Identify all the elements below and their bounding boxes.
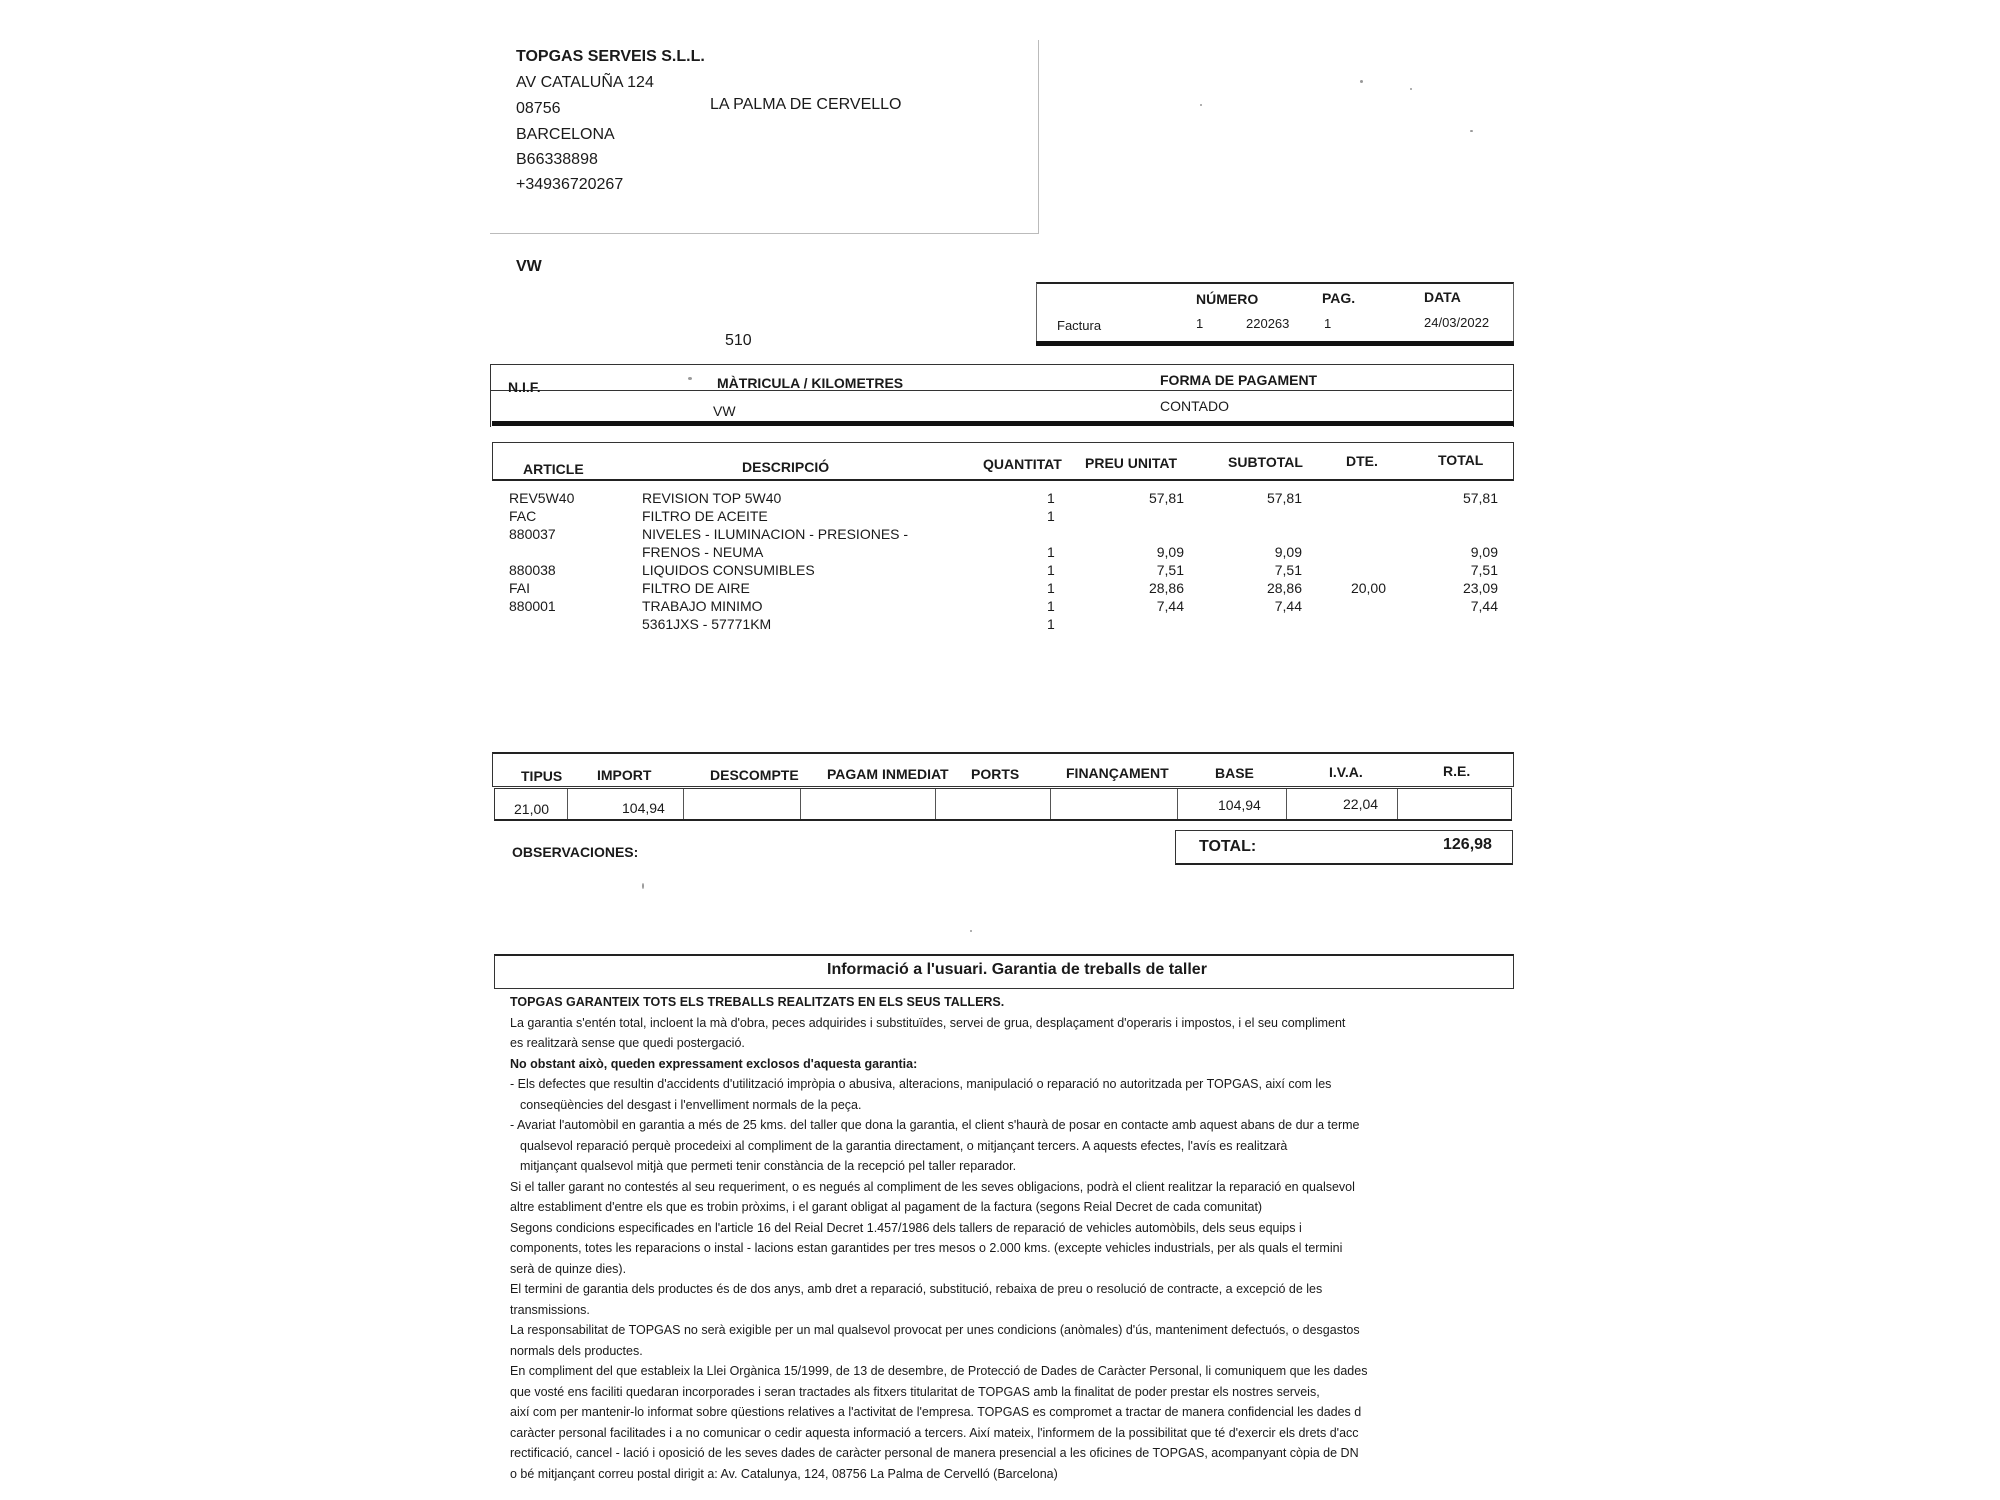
guarantee-line: - Els defectes que resultin d'accidents d'utilització impròpia o abusiva, alteracions, manipulació o reparació no autoritzada per TOPGAS, així com les bbox=[510, 1077, 1332, 1091]
company-phone: +34936720267 bbox=[516, 176, 624, 193]
guarantee-line: Si el taller garant no contestés al seu requeriment, o es negués al compliment de les seves obligacions, podrà el client realitzar la reparació en qualsevol bbox=[510, 1179, 1355, 1194]
invoice-page-header: PAG. bbox=[1322, 290, 1356, 306]
company-province: BARCELONA bbox=[516, 126, 615, 143]
invoice-series: 1 bbox=[1196, 316, 1204, 331]
invoice-number-header: NÚMERO bbox=[1196, 291, 1259, 307]
cell-unit-price: 57,81 bbox=[1148, 490, 1184, 506]
cell-description: NIVELES - ILUMINACION - PRESIONES - bbox=[642, 526, 909, 542]
cell-article: FAI bbox=[509, 580, 531, 596]
cell-subtotal: 28,86 bbox=[1266, 580, 1302, 596]
grand-total-label: TOTAL: bbox=[1199, 838, 1257, 855]
table-row bbox=[0, 526, 2000, 544]
col-base: BASE bbox=[1215, 765, 1254, 781]
totals-amount-value: 104,94 bbox=[622, 800, 665, 816]
guarantee-line: serà de quinze dies). bbox=[510, 1261, 627, 1276]
invoice-number: 220263 bbox=[1246, 316, 1290, 331]
divider bbox=[492, 421, 1514, 426]
divider bbox=[1036, 341, 1514, 346]
cell-description: FRENOS - NEUMA bbox=[642, 544, 764, 560]
plate-label: MÀTRICULA / KILOMETRES bbox=[717, 375, 904, 391]
cell-quantity: 1 bbox=[1047, 616, 1055, 632]
scan-speck bbox=[642, 883, 644, 889]
invoice-type: Factura bbox=[1057, 318, 1102, 333]
divider bbox=[1050, 789, 1051, 819]
col-amount: IMPORT bbox=[597, 767, 652, 783]
guarantee-text bbox=[510, 992, 1520, 1484]
cell-total: 7,44 bbox=[1470, 598, 1498, 614]
totals-vat-value: 22,04 bbox=[1343, 796, 1379, 812]
scan-speck bbox=[970, 930, 972, 932]
cell-subtotal: 7,51 bbox=[1274, 562, 1302, 578]
guarantee-line: conseqüències del desgast i l'envelliment normals de la peça. bbox=[520, 1097, 862, 1112]
cell-quantity: 1 bbox=[1047, 508, 1055, 524]
table-row bbox=[0, 490, 2000, 508]
guarantee-line: normals dels productes. bbox=[510, 1343, 643, 1358]
col-discount: DTE. bbox=[1346, 453, 1378, 469]
observations-label: OBSERVACIONES: bbox=[512, 844, 639, 860]
cell-quantity: 1 bbox=[1047, 544, 1055, 560]
grand-total-value: 126,98 bbox=[1443, 836, 1492, 853]
col-description: DESCRIPCIÓ bbox=[742, 459, 830, 475]
guarantee-line: que vosté ens faciliti quedaran incorporades i seran tractades als fitxers titularitat de TOPGAS amb la finalitat de poder prestar els nostres serveis, bbox=[510, 1384, 1320, 1399]
totals-type-value: 21,00 bbox=[514, 801, 550, 817]
scan-speck bbox=[1200, 104, 1202, 106]
cell-article: 880037 bbox=[509, 526, 556, 542]
cell-description: LIQUIDOS CONSUMIBLES bbox=[642, 562, 815, 578]
payment-value: CONTADO bbox=[1160, 398, 1229, 414]
divider bbox=[1286, 789, 1287, 819]
table-row bbox=[0, 580, 2000, 598]
plate-value: VW bbox=[713, 403, 736, 419]
cell-total: 57,81 bbox=[1462, 490, 1498, 506]
cell-description: FILTRO DE ACEITE bbox=[642, 508, 768, 524]
cell-unit-price: 9,09 bbox=[1156, 544, 1184, 560]
table-row bbox=[0, 616, 2000, 634]
col-shipping: PORTS bbox=[971, 766, 1020, 782]
cell-description: REVISION TOP 5W40 bbox=[642, 490, 782, 506]
cell-unit-price: 28,86 bbox=[1148, 580, 1184, 596]
cell-total: 7,51 bbox=[1470, 562, 1498, 578]
cell-discount: 20,00 bbox=[1350, 580, 1386, 596]
guarantee-line: - Avariat l'automòbil en garantia a més de 25 kms. del taller que dona la garantia, el client s'haurà de posar en contacte amb aquest abans de dur a terme bbox=[510, 1118, 1360, 1132]
cell-total: 23,09 bbox=[1462, 580, 1498, 596]
divider bbox=[1397, 789, 1398, 819]
col-unit-price: PREU UNITAT bbox=[1085, 455, 1178, 471]
guarantee-line: En compliment del que estableix la Llei Orgànica 15/1999, de 13 de desembre, de Protecció de Dades de Caràcter Personal, li comuniquem que les dades bbox=[510, 1364, 1368, 1378]
divider bbox=[1177, 789, 1178, 819]
cell-unit-price: 7,44 bbox=[1156, 598, 1184, 614]
cell-quantity: 1 bbox=[1047, 490, 1055, 506]
col-vat: I.V.A. bbox=[1329, 764, 1363, 780]
company-postal-code: 08756 bbox=[516, 100, 561, 117]
col-subtotal: SUBTOTAL bbox=[1228, 454, 1303, 470]
company-name: TOPGAS SERVEIS S.L.L. bbox=[516, 48, 705, 65]
scan-speck bbox=[1410, 88, 1412, 90]
col-type: TIPUS bbox=[521, 768, 563, 784]
company-address: AV CATALUÑA 124 bbox=[516, 74, 654, 91]
guarantee-line: transmissions. bbox=[510, 1302, 590, 1317]
nif-label: N.I.F. bbox=[508, 379, 541, 395]
cell-total: 9,09 bbox=[1470, 544, 1498, 560]
col-immediate-payment: PAGAM INMEDIAT bbox=[827, 766, 949, 782]
customer-name: VW bbox=[516, 258, 542, 275]
cell-article: 880038 bbox=[509, 562, 556, 578]
customer-number-fragment: 510 bbox=[725, 332, 752, 349]
vehicle-info-box bbox=[490, 364, 1514, 427]
company-town: LA PALMA DE CERVELLO bbox=[710, 96, 902, 113]
table-row bbox=[0, 598, 2000, 616]
cell-quantity: 1 bbox=[1047, 580, 1055, 596]
col-discount-2: DESCOMPTE bbox=[710, 767, 799, 783]
cell-unit-price: 7,51 bbox=[1156, 562, 1184, 578]
guarantee-line: mitjançant qualsevol mitjà que permeti tenir constància de la recepció pel taller reparador. bbox=[520, 1159, 1017, 1173]
col-article: ARTICLE bbox=[523, 461, 584, 477]
guarantee-line: El termini de garantia dels productes és de dos anys, amb dret a reparació, substitució, rebaixa de preu o resolució de contracte, a excepció de les bbox=[510, 1282, 1323, 1296]
invoice-date-header: DATA bbox=[1424, 289, 1461, 305]
cell-article: REV5W40 bbox=[509, 490, 575, 506]
cell-quantity: 1 bbox=[1047, 598, 1055, 614]
col-financing: FINANÇAMENT bbox=[1066, 765, 1169, 781]
guarantee-line: TOPGAS GARANTEIX TOTS ELS TREBALLS REALITZATS EN ELS SEUS TALLERS. bbox=[510, 995, 1005, 1009]
guarantee-line: qualsevol reparació perquè procedeixi al compliment de la garantia directament, o mitjançant tercers. A aquests efectes, l'avís es realitzarà bbox=[520, 1138, 1288, 1153]
divider bbox=[800, 789, 801, 819]
guarantee-line: o bé mitjançant correu postal dirigit a: Av. Catalunya, 124, 08756 La Palma de Cervelló (Barcelona) bbox=[510, 1466, 1058, 1481]
guarantee-line: No obstant això, queden expressament exclosos d'aquesta garantia: bbox=[510, 1056, 918, 1071]
payment-label: FORMA DE PAGAMENT bbox=[1160, 372, 1318, 388]
guarantee-line: La responsabilitat de TOPGAS no serà exigible per un mal qualsevol provocat per unes condicions (anòmales) d'ús, manteniment defectuós, o desgastos bbox=[510, 1323, 1360, 1337]
scan-speck bbox=[688, 377, 692, 380]
company-tax-id: B66338898 bbox=[516, 151, 598, 168]
table-row bbox=[0, 544, 2000, 562]
cell-description: 5361JXS - 57771KM bbox=[642, 616, 772, 632]
guarantee-line: Segons condicions especificades en l'article 16 del Reial Decret 1.457/1986 dels tallers de reparació de vehicles automòbils, dels seus equips i bbox=[510, 1220, 1302, 1235]
invoice-page: 1 bbox=[1324, 316, 1332, 331]
totals-base-value: 104,94 bbox=[1218, 797, 1261, 813]
table-row bbox=[0, 562, 2000, 580]
guarantee-line: components, totes les reparacions o instal - lacions estan garantides per tres mesos o 2.000 kms. (excepte vehicles industrials, per als quals el termini bbox=[510, 1241, 1343, 1255]
guarantee-line: altre establiment d'entre els que es trobin pròxims, i el garant obligat al pagament de la factura (segons Reial Decret de cada comunitat) bbox=[510, 1200, 1263, 1214]
cell-article: FAC bbox=[509, 508, 537, 524]
cell-subtotal: 9,09 bbox=[1274, 544, 1302, 560]
col-quantity: QUANTITAT bbox=[983, 456, 1062, 472]
guarantee-line: es realitzarà sense que quedi postergació. bbox=[510, 1036, 745, 1050]
cell-description: TRABAJO MINIMO bbox=[642, 598, 763, 614]
table-row bbox=[0, 508, 2000, 526]
guarantee-line: rectificació, cancel - lació i oposició de les seves dades de caràcter personal de manera presencial a les oficines de TOPGAS, acompanyant còpia de DN bbox=[510, 1446, 1359, 1460]
divider bbox=[490, 390, 1512, 391]
scan-speck bbox=[1360, 80, 1363, 83]
col-re: R.E. bbox=[1443, 763, 1471, 779]
guarantee-title: Informació a l'usuari. Garantia de treballs de taller bbox=[827, 961, 1207, 978]
cell-subtotal: 57,81 bbox=[1266, 490, 1302, 506]
cell-subtotal: 7,44 bbox=[1274, 598, 1302, 614]
invoice-date: 24/03/2022 bbox=[1424, 315, 1490, 330]
company-header bbox=[490, 40, 1039, 234]
col-total: TOTAL bbox=[1438, 452, 1484, 468]
cell-quantity: 1 bbox=[1047, 562, 1055, 578]
scan-speck bbox=[1470, 130, 1473, 132]
guarantee-line: caràcter personal facilitades i a no comunicar o cedir aquesta informació a tercers. Així mateix, l'informem de la possibilitat que té d'exercir els drets d'acc bbox=[510, 1425, 1359, 1440]
cell-description: FILTRO DE AIRE bbox=[642, 580, 750, 596]
cell-article: 880001 bbox=[509, 598, 556, 614]
divider bbox=[935, 789, 936, 819]
guarantee-line: així com per mantenir-lo informat sobre qüestions relatives a l'activitat de l'empresa. TOPGAS es compromet a tractar de manera confidencial les dades d bbox=[510, 1405, 1362, 1419]
divider bbox=[683, 789, 684, 819]
guarantee-line: La garantia s'entén total, incloent la mà d'obra, peces adquirides i substituïdes, servei de grua, desplaçament d'operaris i impostos, i el seu compliment bbox=[510, 1015, 1346, 1030]
divider bbox=[567, 789, 568, 819]
